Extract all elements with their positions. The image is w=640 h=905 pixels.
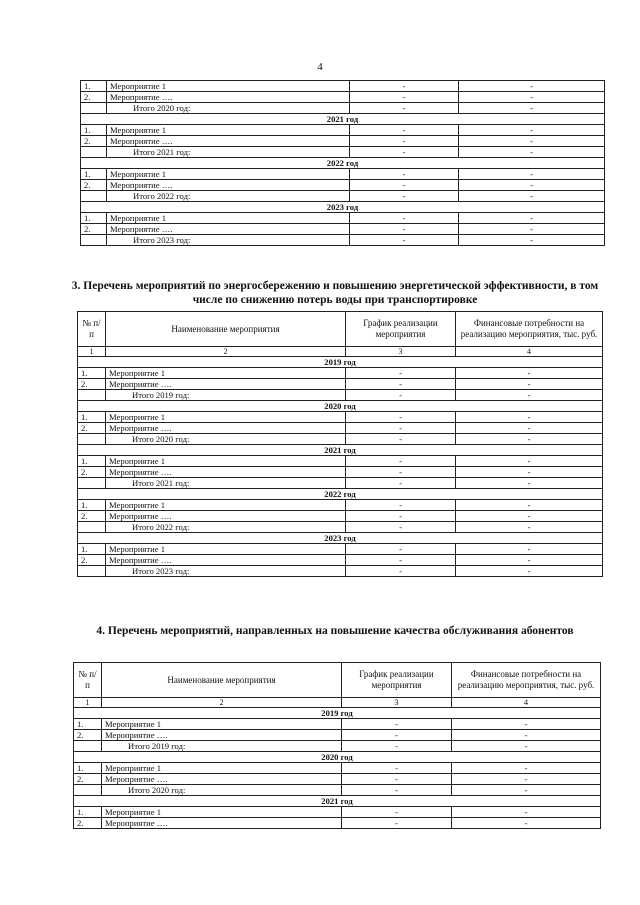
activity-name: Мероприятие …. xyxy=(102,730,342,741)
year-row xyxy=(78,445,603,456)
row-number: 1. xyxy=(74,807,102,818)
finance-value: - xyxy=(452,730,601,741)
total-label: Итого 2022 год: xyxy=(106,522,346,533)
column-header: Финансовые потребности на реализацию мероприятия, тыс. руб. xyxy=(456,312,603,347)
finance-value: - xyxy=(459,103,605,114)
total-label: Итого 2019 год: xyxy=(106,390,346,401)
table-row xyxy=(78,467,603,478)
schedule-value: - xyxy=(350,235,459,246)
finance-value: - xyxy=(456,390,603,401)
finance-value: - xyxy=(459,224,605,235)
table-row xyxy=(81,180,605,191)
finance-value: - xyxy=(459,125,605,136)
row-number: 1. xyxy=(81,125,107,136)
schedule-value: - xyxy=(350,213,459,224)
schedule-value: - xyxy=(346,500,456,511)
finance-value: - xyxy=(459,235,605,246)
row-number: 2. xyxy=(78,423,106,434)
column-header: Финансовые потребности на реализацию мероприятия, тыс. руб. xyxy=(452,663,601,698)
schedule-value: - xyxy=(346,511,456,522)
finance-value: - xyxy=(459,213,605,224)
activity-name: Мероприятие …. xyxy=(102,774,342,785)
total-row xyxy=(78,390,603,401)
table-row xyxy=(74,730,601,741)
row-number: 1. xyxy=(74,763,102,774)
finance-value: - xyxy=(456,544,603,555)
finance-value: - xyxy=(456,368,603,379)
finance-value: - xyxy=(452,741,601,752)
schedule-value: - xyxy=(346,566,456,577)
schedule-value: - xyxy=(350,81,459,92)
section4-table xyxy=(73,662,601,829)
row-number: 1. xyxy=(78,368,106,379)
table-row xyxy=(74,774,601,785)
table-row xyxy=(78,456,603,467)
total-label: Итого 2020 год: xyxy=(107,103,350,114)
activity-name: Мероприятие 1 xyxy=(102,719,342,730)
column-index: 3 xyxy=(346,347,456,357)
section3-title: 3. Перечень мероприятий по энергосбережению и повышению энергетической эффективности, в том числе по снижению потерь воды при транспортировке xyxy=(71,280,599,306)
row-number: 2. xyxy=(81,224,107,235)
activity-name: Мероприятие 1 xyxy=(107,125,350,136)
finance-value: - xyxy=(456,478,603,489)
finance-value: - xyxy=(452,774,601,785)
row-number: 1. xyxy=(81,169,107,180)
schedule-value: - xyxy=(342,741,452,752)
year-row xyxy=(78,533,603,544)
activity-name: Мероприятие 1 xyxy=(107,81,350,92)
table-row xyxy=(81,224,605,235)
column-index-row xyxy=(78,347,603,357)
table-row xyxy=(78,544,603,555)
column-header: № п/п xyxy=(74,663,102,698)
page-number: 4 xyxy=(317,61,323,73)
table-row xyxy=(78,555,603,566)
schedule-value: - xyxy=(342,730,452,741)
table-row xyxy=(81,213,605,224)
finance-value: - xyxy=(452,818,601,829)
schedule-value: - xyxy=(346,522,456,533)
year-label: 2021 год xyxy=(81,114,605,125)
row-number: 2. xyxy=(78,511,106,522)
column-index: 1 xyxy=(78,347,106,357)
schedule-value: - xyxy=(350,147,459,158)
row-number: 2. xyxy=(74,730,102,741)
total-number-cell xyxy=(74,785,102,796)
table-row xyxy=(81,81,605,92)
column-index: 2 xyxy=(106,347,346,357)
total-number-cell xyxy=(81,103,107,114)
row-number: 1. xyxy=(78,544,106,555)
finance-value: - xyxy=(459,180,605,191)
table-row xyxy=(81,169,605,180)
year-label: 2019 год xyxy=(78,357,603,368)
row-number: 2. xyxy=(81,92,107,103)
finance-value: - xyxy=(459,136,605,147)
total-row xyxy=(74,741,601,752)
table-row xyxy=(81,125,605,136)
activity-name: Мероприятие …. xyxy=(106,467,346,478)
schedule-value: - xyxy=(350,180,459,191)
total-number-cell xyxy=(78,478,106,489)
total-number-cell xyxy=(81,235,107,246)
schedule-value: - xyxy=(342,774,452,785)
activity-name: Мероприятие …. xyxy=(106,555,346,566)
finance-value: - xyxy=(456,379,603,390)
total-label: Итого 2023 год: xyxy=(107,235,350,246)
row-number: 2. xyxy=(81,180,107,191)
header-row xyxy=(78,312,603,347)
total-row xyxy=(81,147,605,158)
table-row xyxy=(81,136,605,147)
activity-name: Мероприятие 1 xyxy=(106,456,346,467)
column-header: График реализации мероприятия xyxy=(342,663,452,698)
year-row xyxy=(74,796,601,807)
activity-name: Мероприятие 1 xyxy=(106,544,346,555)
column-index: 4 xyxy=(456,347,603,357)
schedule-value: - xyxy=(346,434,456,445)
finance-value: - xyxy=(456,456,603,467)
total-label: Итого 2023 год: xyxy=(106,566,346,577)
activity-name: Мероприятие 1 xyxy=(107,213,350,224)
schedule-value: - xyxy=(342,719,452,730)
total-number-cell xyxy=(81,147,107,158)
schedule-value: - xyxy=(350,125,459,136)
year-row xyxy=(78,357,603,368)
row-number: 2. xyxy=(78,379,106,390)
schedule-value: - xyxy=(350,136,459,147)
table-row xyxy=(78,423,603,434)
total-row xyxy=(81,235,605,246)
activity-name: Мероприятие …. xyxy=(106,511,346,522)
total-number-cell xyxy=(74,741,102,752)
activity-name: Мероприятие 1 xyxy=(106,500,346,511)
schedule-value: - xyxy=(346,379,456,390)
top-table xyxy=(80,80,605,246)
finance-value: - xyxy=(452,719,601,730)
row-number: 2. xyxy=(78,467,106,478)
total-row xyxy=(78,522,603,533)
activity-name: Мероприятие …. xyxy=(106,423,346,434)
schedule-value: - xyxy=(346,390,456,401)
row-number: 2. xyxy=(74,818,102,829)
total-label: Итого 2021 год: xyxy=(107,147,350,158)
activity-name: Мероприятие 1 xyxy=(107,169,350,180)
finance-value: - xyxy=(456,500,603,511)
total-row xyxy=(78,434,603,445)
schedule-value: - xyxy=(342,807,452,818)
year-row xyxy=(81,114,605,125)
activity-name: Мероприятие …. xyxy=(107,136,350,147)
activity-name: Мероприятие …. xyxy=(107,224,350,235)
year-label: 2019 год xyxy=(74,708,601,719)
finance-value: - xyxy=(456,412,603,423)
header-row xyxy=(74,663,601,698)
finance-value: - xyxy=(452,785,601,796)
finance-value: - xyxy=(459,169,605,180)
year-label: 2022 год xyxy=(81,158,605,169)
total-label: Итого 2022 год: xyxy=(107,191,350,202)
finance-value: - xyxy=(456,434,603,445)
finance-value: - xyxy=(452,807,601,818)
column-header: Наименование мероприятия xyxy=(106,312,346,347)
column-index-row xyxy=(74,698,601,708)
activity-name: Мероприятие …. xyxy=(107,92,350,103)
total-row xyxy=(74,785,601,796)
table-row xyxy=(74,818,601,829)
finance-value: - xyxy=(452,763,601,774)
total-row xyxy=(78,478,603,489)
year-label: 2022 год xyxy=(78,489,603,500)
schedule-value: - xyxy=(346,423,456,434)
schedule-value: - xyxy=(346,467,456,478)
row-number: 1. xyxy=(81,213,107,224)
schedule-value: - xyxy=(342,763,452,774)
column-index: 2 xyxy=(102,698,342,708)
total-row xyxy=(78,566,603,577)
column-header: Наименование мероприятия xyxy=(102,663,342,698)
schedule-value: - xyxy=(346,368,456,379)
schedule-value: - xyxy=(350,103,459,114)
schedule-value: - xyxy=(342,785,452,796)
column-header: График реализации мероприятия xyxy=(346,312,456,347)
table-row xyxy=(74,763,601,774)
schedule-value: - xyxy=(346,544,456,555)
activity-name: Мероприятие …. xyxy=(107,180,350,191)
year-label: 2023 год xyxy=(78,533,603,544)
activity-name: Мероприятие …. xyxy=(102,818,342,829)
activity-name: Мероприятие …. xyxy=(106,379,346,390)
finance-value: - xyxy=(459,147,605,158)
schedule-value: - xyxy=(346,555,456,566)
row-number: 1. xyxy=(78,412,106,423)
row-number: 1. xyxy=(81,81,107,92)
finance-value: - xyxy=(456,522,603,533)
row-number: 2. xyxy=(74,774,102,785)
year-label: 2021 год xyxy=(78,445,603,456)
activity-name: Мероприятие 1 xyxy=(106,368,346,379)
total-number-cell xyxy=(78,434,106,445)
year-row xyxy=(81,158,605,169)
activity-name: Мероприятие 1 xyxy=(102,807,342,818)
table-row xyxy=(74,807,601,818)
table-row xyxy=(81,92,605,103)
row-number: 1. xyxy=(74,719,102,730)
schedule-value: - xyxy=(350,191,459,202)
section3-table xyxy=(77,311,603,577)
table-row xyxy=(78,511,603,522)
finance-value: - xyxy=(459,191,605,202)
total-row xyxy=(81,103,605,114)
total-number-cell xyxy=(78,566,106,577)
year-label: 2023 год xyxy=(81,202,605,213)
finance-value: - xyxy=(459,92,605,103)
row-number: 1. xyxy=(78,456,106,467)
total-number-cell xyxy=(78,522,106,533)
schedule-value: - xyxy=(346,412,456,423)
finance-value: - xyxy=(459,81,605,92)
schedule-value: - xyxy=(342,818,452,829)
activity-name: Мероприятие 1 xyxy=(102,763,342,774)
column-header: № п/п xyxy=(78,312,106,347)
row-number: 1. xyxy=(78,500,106,511)
year-label: 2020 год xyxy=(78,401,603,412)
table-row xyxy=(78,368,603,379)
total-label: Итого 2019 год: xyxy=(102,741,342,752)
year-label: 2021 год xyxy=(74,796,601,807)
schedule-value: - xyxy=(346,456,456,467)
year-row xyxy=(74,752,601,763)
finance-value: - xyxy=(456,566,603,577)
finance-value: - xyxy=(456,555,603,566)
total-label: Итого 2020 год: xyxy=(102,785,342,796)
finance-value: - xyxy=(456,511,603,522)
year-label: 2020 год xyxy=(74,752,601,763)
year-row xyxy=(78,489,603,500)
year-row xyxy=(81,202,605,213)
table-row xyxy=(78,379,603,390)
total-number-cell xyxy=(78,390,106,401)
total-number-cell xyxy=(81,191,107,202)
finance-value: - xyxy=(456,423,603,434)
column-index: 3 xyxy=(342,698,452,708)
row-number: 2. xyxy=(81,136,107,147)
column-index: 1 xyxy=(74,698,102,708)
schedule-value: - xyxy=(350,224,459,235)
section4-title: 4. Перечень мероприятий, направленных на повышение качества обслуживания абонентов xyxy=(96,625,574,637)
finance-value: - xyxy=(456,467,603,478)
table-row xyxy=(78,500,603,511)
total-label: Итого 2021 год: xyxy=(106,478,346,489)
total-label: Итого 2020 год: xyxy=(106,434,346,445)
year-row xyxy=(78,401,603,412)
activity-name: Мероприятие 1 xyxy=(106,412,346,423)
column-index: 4 xyxy=(452,698,601,708)
total-row xyxy=(81,191,605,202)
schedule-value: - xyxy=(350,169,459,180)
schedule-value: - xyxy=(350,92,459,103)
schedule-value: - xyxy=(346,478,456,489)
table-row xyxy=(74,719,601,730)
year-row xyxy=(74,708,601,719)
table-row xyxy=(78,412,603,423)
row-number: 2. xyxy=(78,555,106,566)
